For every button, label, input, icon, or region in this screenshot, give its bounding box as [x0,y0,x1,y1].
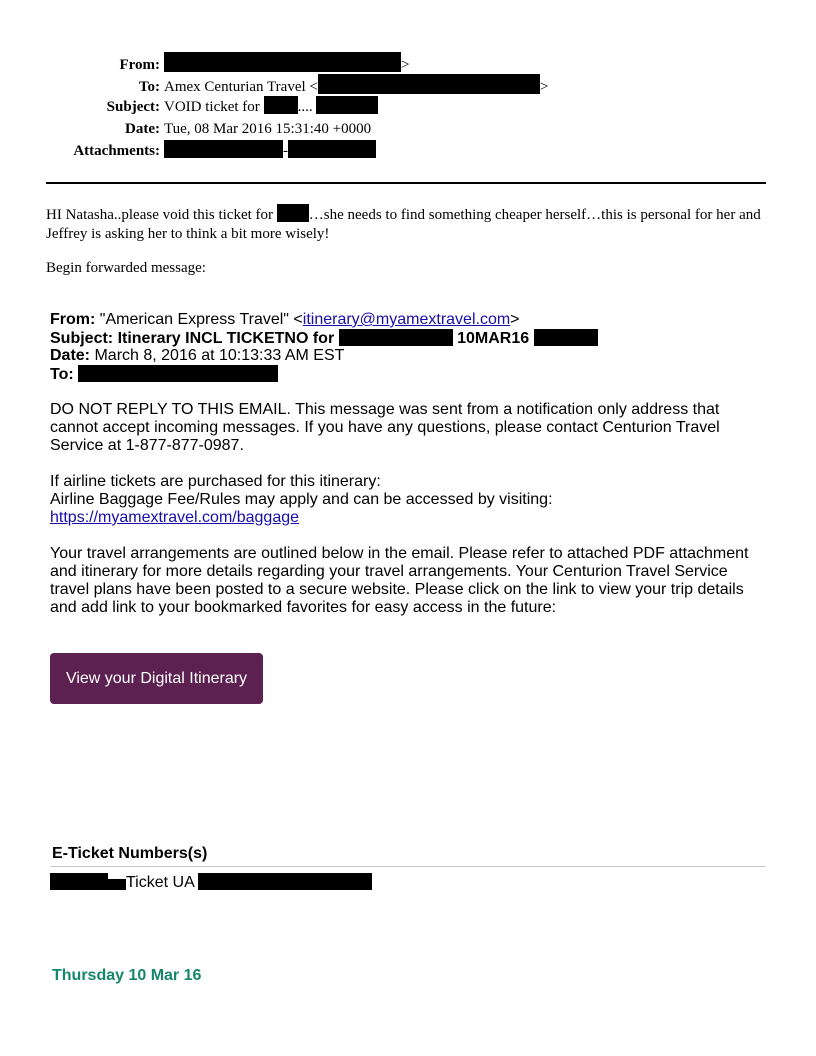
outer-from-row [0,52,409,74]
fwd-from-row [50,311,520,329]
outer-to-suffix: > [539,79,549,95]
fwd-to-label: To: [50,366,74,383]
fwd-from-label: From: [50,311,96,328]
fwd-from-end: > [510,311,520,328]
outer-date-value: Tue, 08 Mar 2016 15:31:40 +0000 [164,121,372,137]
outer-subject-row [0,96,378,118]
outer-subject-dots: .... [297,99,313,115]
fwd-from-email-link[interactable]: itinerary@myamextravel.com [302,311,511,328]
do-not-reply-notice: DO NOT REPLY TO THIS EMAIL. This message was sent from a notification only address that cannot accept incoming messages. If you have any questions, please contact Centurion Travel Service at 1-877-877-0987. [50,401,720,454]
outer-from-label: From: [119,57,160,73]
outer-to-row [0,74,548,96]
redacted-block[interactable] [164,140,283,158]
forward-notice: Begin forwarded message: [46,260,206,276]
fwd-to-row [50,365,278,383]
fwd-date-label: Date: [50,347,91,364]
outer-date-row [0,118,371,140]
arrangements-paragraph: Your travel arrangements are outlined below in the email. Please refer to attached PDF attachment and itinerary for more details regarding your travel arrangements. Your Centurion Travel Service travel plans have been posted to a secure website. Please click on the link to view your trip details and add link to your bookmarked favorites for easy access in the future: [50,545,749,616]
itinerary-day-heading: Thursday 10 Mar 16 [52,967,202,984]
outer-subject-value: VOID ticket for [164,99,260,115]
redacted-block [164,52,401,72]
redacted-block [318,74,540,94]
baggage-link-row [50,509,770,527]
redacted-block [264,96,298,114]
redacted-block [108,879,126,890]
redacted-block [50,873,108,890]
outer-to-label: To: [138,79,160,95]
redacted-block [339,329,453,346]
view-digital-itinerary-button[interactable]: View your Digital Itinerary [50,653,263,704]
eticket-row-text: Ticket UA [126,874,194,891]
airline-line-1: If airline tickets are purchased for this itinerary: [50,473,381,490]
outer-message [46,204,766,244]
redacted-block [534,329,598,346]
fwd-subject-date: 10MAR16 [457,330,530,347]
header-divider [46,182,766,184]
fwd-date-row [50,347,344,365]
outer-attachments-label: Attachments: [73,143,160,159]
baggage-link[interactable]: https://myamextravel.com/baggage [50,509,300,526]
message-part2: …she needs to find something cheaper herself…this is personal for her and Jeffrey is asking her to think a bit more wisely! [46,207,761,242]
fwd-subject-row [50,329,598,347]
fwd-subject-label: Subject: Itinerary INCL TICKETNO for [50,330,335,347]
eticket-heading: E-Ticket Numbers(s) [52,845,208,862]
redacted-block [277,204,309,222]
redacted-block [198,873,372,890]
fwd-date-value: March 8, 2016 at 10:13:33 AM EST [94,347,345,364]
redacted-block [316,96,378,114]
message-part1: HI Natasha..please void this ticket for [46,207,274,223]
outer-attachments-row [0,140,376,162]
redacted-block [78,365,278,382]
eticket-divider [50,866,766,867]
outer-date-label: Date: [125,121,160,137]
outer-subject-label: Subject: [106,99,160,115]
fwd-from-name: "American Express Travel" < [99,311,303,328]
attachments-separator: - [283,143,288,159]
redacted-block[interactable] [288,140,376,158]
airline-line-2: Airline Baggage Fee/Rules may apply and can be accessed by visiting: [50,491,553,508]
outer-from-suffix: > [401,57,410,73]
eticket-row [50,873,372,892]
outer-to-value: Amex Centurian Travel < [164,79,318,95]
